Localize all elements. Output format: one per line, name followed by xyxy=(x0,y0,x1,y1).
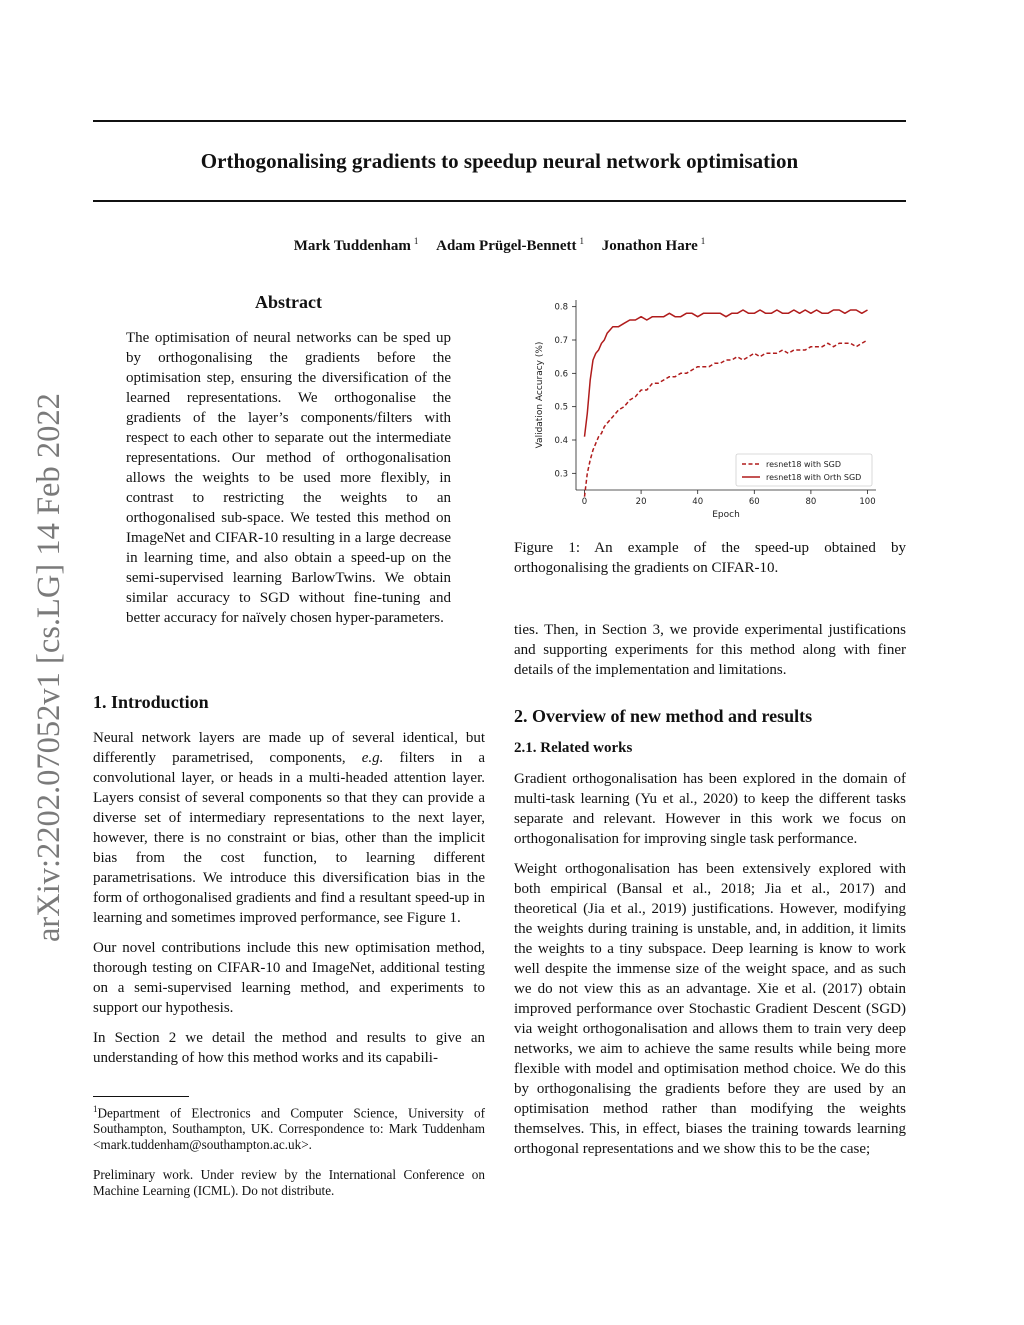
subsection-heading: 2.1. Related works xyxy=(514,740,633,756)
author xyxy=(602,238,705,254)
right-column-text xyxy=(514,620,906,1159)
legend-entry: resnet18 with Orth SGD xyxy=(766,473,862,482)
author-name: Adam Prügel-Bennett xyxy=(436,238,577,254)
abstract-heading: Abstract xyxy=(255,292,322,312)
author-name: Jonathon Hare xyxy=(601,238,698,254)
x-axis-label: Epoch xyxy=(712,510,740,520)
y-tick-label: 0.6 xyxy=(554,369,568,380)
figure-caption: Figure 1: An example of the speed-up obtained by orthogonalising the gradients on CIFAR-10. xyxy=(514,540,906,576)
legend-entry: resnet18 with SGD xyxy=(766,460,842,469)
y-tick-label: 0.5 xyxy=(554,402,568,413)
author-name: Mark Tuddenham xyxy=(293,238,411,254)
y-tick-label: 0.3 xyxy=(554,469,568,480)
text-run: Neural network layers are made up of several identical, but differently parametrised, components, xyxy=(93,730,485,766)
introduction-continuation: ties. Then, in Section 3, we provide experimental justifications and supporting experiments for this method along with finer details of the implementation and limitations. xyxy=(514,622,906,678)
abstract-text: The optimisation of neural networks can be sped up by orthogonalising the gradients before the optimisation step, ensuring the diversification of the learned representations. We orthogonalise the gradients of the layer’s components/filters with respect to each other to separate out the intermediate representations. Our method of orthogonalisation allows the weights to be used more flexibly, in contrast to restricting the weights to an orthogonalised sub-space. We tested this method on ImageNet and CIFAR-10 resulting in a large decrease in learning time, and also obtain a speed-up on the semi-supervised learning BarlowTwins. We obtain similar accuracy to SGD without fine-tuning and better accuracy for naïvely chosen hyper-parameters. xyxy=(126,330,451,626)
section2-heading: 2. Overview of new method and results xyxy=(514,706,813,726)
x-tick-label: 100 xyxy=(859,497,876,507)
title-rule-top xyxy=(93,120,906,122)
author-affiliation-mark: 1 xyxy=(413,236,419,246)
introduction-paragraph: Our novel contributions include this new optimisation method, thorough testing on CIFAR-10 and ImageNet, additional testing on a semi-supervised learning method, and experiments to support our hypothesis. xyxy=(93,940,485,1016)
introduction-paragraph: In Section 2 we detail the method and results to give an understanding of how this method works and its capabili- xyxy=(93,1030,485,1066)
arxiv-sidebar-stamp: arXiv:2202.07052v1 [cs.LG] 14 Feb 2022 xyxy=(31,393,67,942)
x-tick-label: 40 xyxy=(692,497,704,507)
introduction-paragraph xyxy=(93,728,485,928)
introduction-section xyxy=(93,690,485,1068)
emphasis-text: e.g. xyxy=(361,750,384,766)
author-affiliation-mark: 1 xyxy=(700,236,706,246)
footnote-affiliation xyxy=(93,1101,485,1153)
y-tick-label: 0.4 xyxy=(554,436,568,446)
related-works-paragraph: Gradient orthogonalisation has been explored in the domain of multi-task learning (Yu et al., 2020) to keep the different tasks separate and relevant. However in this work we focus on orthogonalisation for improving single task performance. xyxy=(514,771,906,847)
paper-title: Orthogonalising gradients to speedup neural network optimisation xyxy=(200,149,799,173)
y-tick-label: 0.8 xyxy=(554,302,568,313)
author-list xyxy=(93,236,906,255)
author xyxy=(294,238,419,254)
text-run: filters in a convolutional layer, or heads in a multi-headed attention layer. Layers consist of several components so that they can provide a diverse set of intermediary representations to the next layer, however, there is no constraint or bias, other than the implicit bias from the cost function, to learning different parametrisations. We introduce this diversification bias in the form of orthogonalised gradients and find a resultant speed-up in learning and sometimes improved performance, see Figure 1. xyxy=(93,750,485,926)
accuracy-chart xyxy=(514,290,906,530)
author-affiliation-mark: 1 xyxy=(579,236,585,246)
y-axis-label: Validation Accuracy (%) xyxy=(535,341,545,449)
title-rule-bottom xyxy=(93,200,906,202)
footnote-text: Department of Electronics and Computer Science, University of Southampton, Southampton, UK. Correspondence to: Mark Tuddenham <mark.tuddenham@southampton.ac.uk>. xyxy=(93,1105,485,1153)
y-tick-label: 0.7 xyxy=(554,336,568,346)
footnote-mark: 1 xyxy=(93,1104,98,1114)
related-works-paragraph: Weight orthogonalisation has been extensively explored with both empirical (Bansal et al., 2018; Jia et al., 2017) and theoretical (Jia et al., 2019) justifications. However, modifying the weights during training is unstable, and, in addition, it limits the weights to a tiny subspace. Deep learning is know to work well despite the immense size of the weight space, and as such we do not view this as an advantage. Xie et al. (2017) obtain improved performance over Stochastic Gradient Descent (SGD) via weight orthogonalisation and allows them to train very deep networks, we aim to achieve the same results while being more flexible with model and optimisation method choice. We do this by orthogonalising the gradients before they are used by an optimisation method rather than modifying the weights themselves. This, in effect, biases the training towards learning orthogonal representations and we show this to be the case; xyxy=(514,861,906,1157)
x-tick-label: 60 xyxy=(748,497,760,507)
introduction-heading: 1. Introduction xyxy=(93,692,209,712)
x-tick-label: 0 xyxy=(581,497,588,507)
x-tick-label: 80 xyxy=(805,497,817,507)
footnote-divider xyxy=(93,1096,189,1097)
x-tick-label: 20 xyxy=(635,497,647,507)
author xyxy=(436,238,584,254)
series-line-orth-sgd xyxy=(585,310,868,437)
footnote-preliminary: Preliminary work. Under review by the International Conference on Machine Learning (ICML). Do not distribute. xyxy=(93,1167,485,1198)
